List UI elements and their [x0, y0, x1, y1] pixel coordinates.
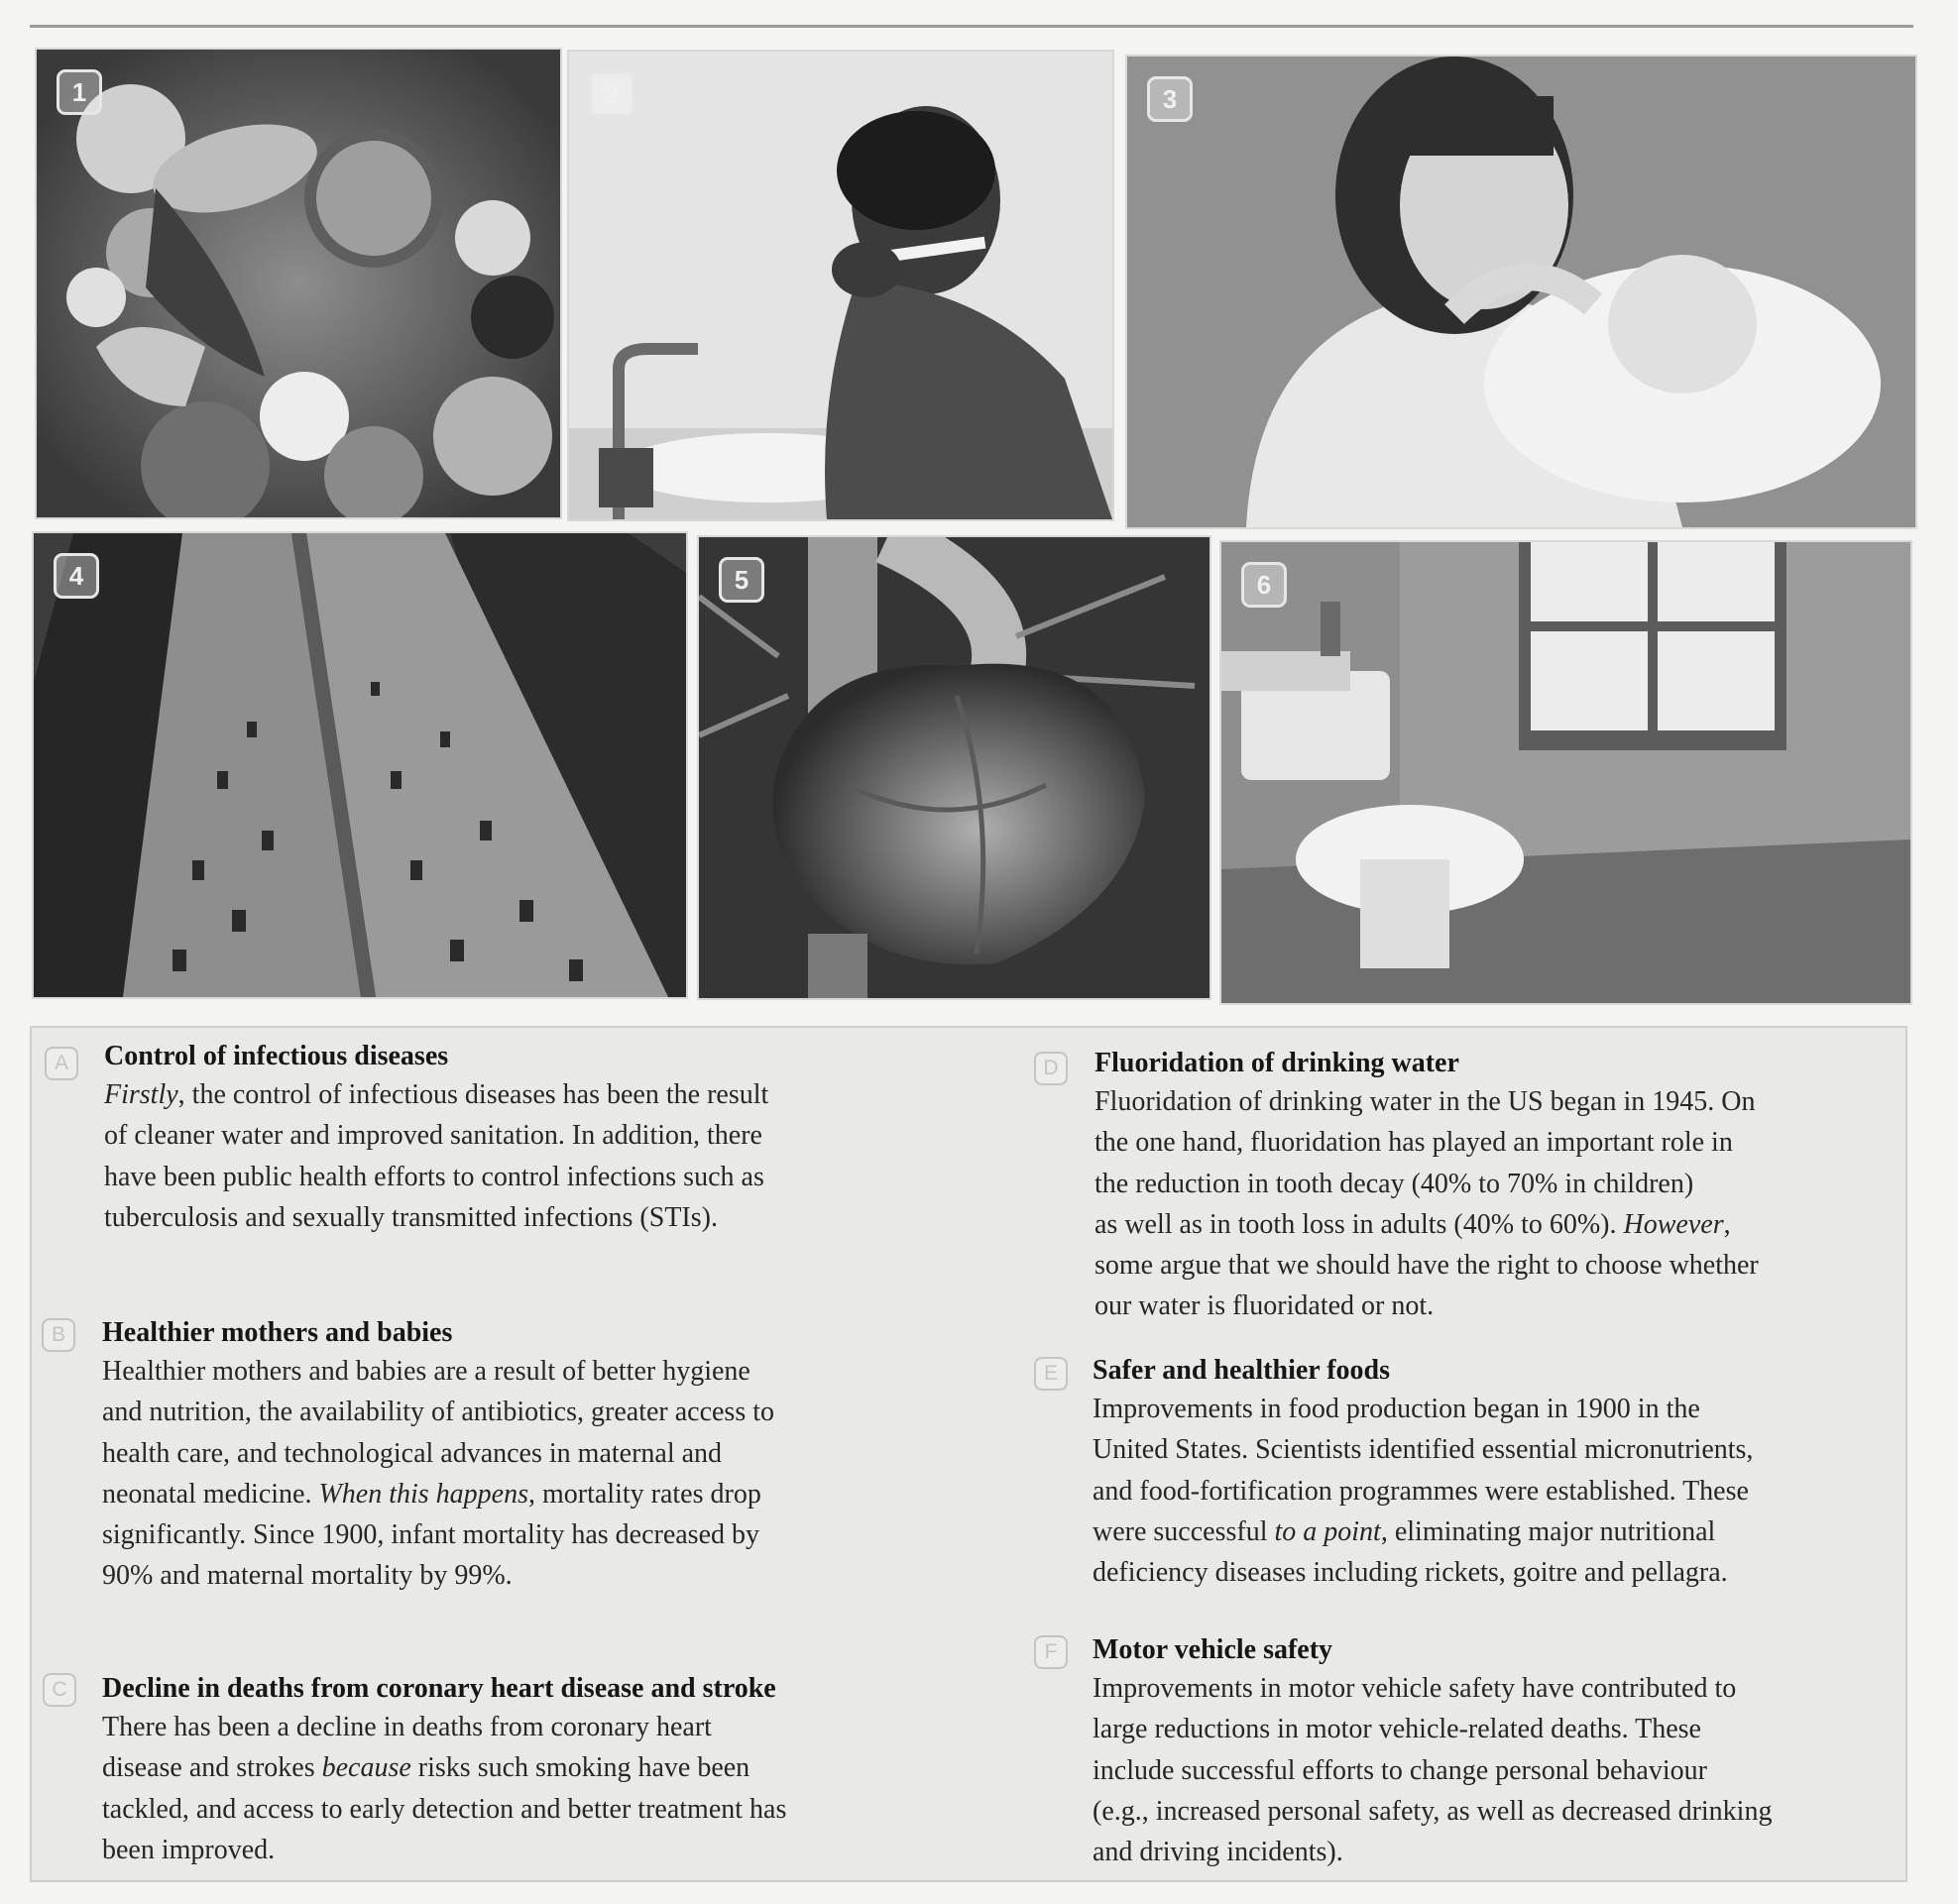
photo-number-badge: 5: [719, 557, 764, 603]
photo-food: [35, 48, 562, 519]
photo-mother-and-baby: [1125, 55, 1917, 529]
section-a: [104, 1039, 768, 1238]
section-f: [1093, 1632, 1772, 1872]
section-e: [1093, 1353, 1753, 1593]
section-c: [102, 1671, 786, 1870]
letter-badge-c: C: [43, 1673, 76, 1707]
section-title: Healthier mothers and babies: [102, 1317, 453, 1348]
letter-badge-f: F: [1034, 1635, 1068, 1669]
photo-number-badge: 6: [1241, 562, 1287, 608]
section-body: Fluoridation of drinking water in the US began in 1945. On the one hand, fluoridation has played an important role in the reduction in tooth decay (40% to 70% in children) as well as in tooth loss in adults (40% to 60%). However, some argue that we should have the right to choose whether our water is fluoridated or not.: [1094, 1086, 1759, 1322]
letter-badge-e: E: [1034, 1357, 1068, 1391]
letter-badge-d: D: [1034, 1052, 1068, 1085]
section-title: Safer and healthier foods: [1093, 1355, 1390, 1386]
section-d: [1094, 1046, 1759, 1327]
section-b: [102, 1315, 774, 1597]
section-title: Control of infectious diseases: [104, 1041, 449, 1071]
photo-number-badge: 2: [589, 71, 634, 117]
photo-number-badge: 4: [54, 553, 99, 599]
photo-child-brushing-teeth: [567, 50, 1114, 521]
section-body: There has been a decline in deaths from coronary heart disease and strokes because risks such smoking have been tackled, and access to early detection and better treatment has been improved.: [102, 1712, 787, 1865]
section-title: Decline in deaths from coronary heart disease and stroke: [102, 1673, 776, 1704]
letter-badge-a: A: [45, 1047, 78, 1080]
section-body: Improvements in motor vehicle safety have contributed to large reductions in motor vehicle-related deaths. These include successful efforts to change personal behaviour (e.g., increased personal safety, as well as decreased drinking and driving incidents).: [1093, 1673, 1773, 1868]
photo-number-badge: 1: [57, 69, 102, 115]
photo-heart: [697, 535, 1211, 1000]
photo-highway-traffic: [32, 531, 688, 999]
section-title: Fluoridation of drinking water: [1094, 1048, 1459, 1078]
letter-badge-b: B: [42, 1318, 75, 1352]
top-rule: [30, 25, 1913, 28]
section-body: Improvements in food production began in 1900 in the United States. Scientists identified essential micronutrients, and food-fortification programmes were established. These were successful to a point, eliminating major nutritional deficiency diseases including rickets, goitre and pellagra.: [1093, 1394, 1754, 1589]
section-title: Motor vehicle safety: [1093, 1634, 1333, 1665]
photo-number-badge: 3: [1147, 76, 1193, 122]
section-body: Healthier mothers and babies are a result of better hygiene and nutrition, the availability of antibiotics, greater access to health care, and technological advances in maternal and neonatal medicine. When this happens, mortality rates drop significantly. Since 1900, infant mortality has decreased by 90% and maternal mortality by 99%.: [102, 1356, 775, 1592]
photo-bathroom-toilet: [1219, 540, 1912, 1005]
section-body: Firstly, the control of infectious diseases has been the result of cleaner water and improved sanitation. In addition, there have been public health efforts to control infections such as tuberculosis and sexually transmitted infections (STIs).: [104, 1079, 769, 1233]
